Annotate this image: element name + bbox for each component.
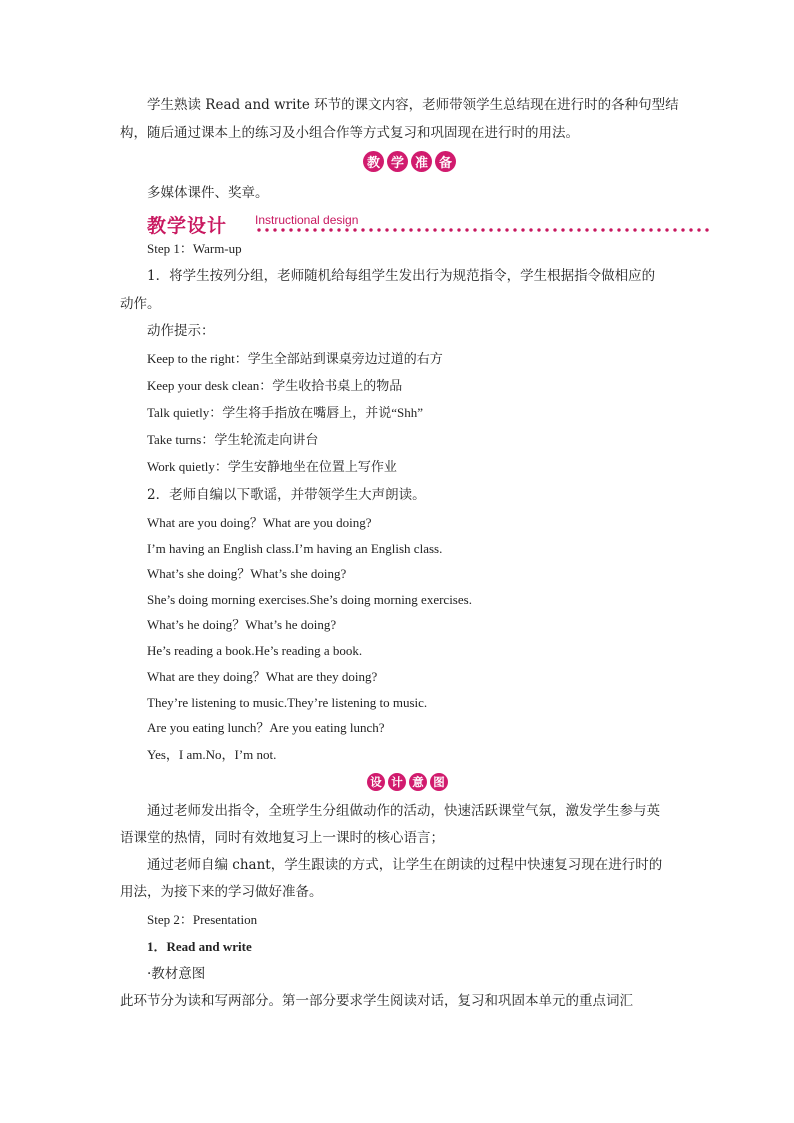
step1-item1-line2: 动作。 — [120, 296, 161, 312]
badge-char: 意 — [409, 773, 427, 791]
material-label: ·教材意图 — [147, 966, 206, 982]
design-p1-line2: 语课堂的热情，同时有效地复习上一课时的核心语言； — [120, 830, 444, 846]
chant-line: Are you eating lunch？Are you eating lunch? — [147, 720, 385, 735]
design-p2-line2: 用法，为接下来的学习做好准备。 — [120, 884, 323, 900]
design-p1-line1: 通过老师发出指令，全班学生分组做动作的活动，快速活跃课堂气氛，激发学生参与英 — [147, 803, 660, 819]
hint-line: Keep to the right：学生全部站到课桌旁边过道的右方 — [147, 351, 443, 366]
chant-line: Yes，I am.No，I’m not. — [147, 747, 277, 762]
prep-text: 多媒体课件、奖章。 — [147, 185, 269, 201]
chant-line: What are they doing？What are they doing? — [147, 669, 378, 684]
hint-line: Keep your desk clean：学生收拾书桌上的物品 — [147, 378, 403, 393]
chant-line: They’re listening to music.They’re listening to music. — [147, 695, 428, 710]
step1-label: Step 1：Warm-up — [147, 241, 242, 256]
badge-char: 学 — [387, 151, 408, 172]
badge-char: 准 — [411, 151, 432, 172]
badge-char: 教 — [363, 151, 384, 172]
badge-char: 备 — [435, 151, 456, 172]
step2-label: Step 2：Presentation — [147, 912, 258, 927]
chant-line: What’s she doing？What’s she doing? — [147, 566, 347, 581]
badge-char: 计 — [388, 773, 406, 791]
badge-char: 设 — [367, 773, 385, 791]
step1-hint-label: 动作提示： — [147, 323, 215, 339]
chant-line: What’s he doing？What’s he doing? — [147, 617, 337, 632]
step1-item1-line1: 1．将学生按列分组，老师随机给每组学生发出行为规范指令，学生根据指令做相应的 — [147, 268, 656, 284]
chant-line: What are you doing？What are you doing? — [147, 515, 372, 530]
material-line1: 此环节分为读和写两部分。第一部分要求学生阅读对话，复习和巩固本单元的重点词汇 — [120, 993, 633, 1009]
intro-line-2: 构，随后通过课本上的练习及小组合作等方式复习和巩固现在进行时的用法。 — [120, 125, 579, 141]
chant-line: He’s reading a book.He’s reading a book. — [147, 643, 363, 658]
section-title: 教学设计 — [147, 215, 228, 237]
hint-line: Work quietly：学生安静地坐在位置上写作业 — [147, 459, 397, 474]
badge-teaching-prep — [363, 151, 456, 172]
design-p2-line1: 通过老师自编 chant，学生跟读的方式，让学生在朗读的过程中快速复习现在进行时的 — [147, 857, 663, 873]
section-dotted-rule — [255, 228, 710, 232]
badge-char: 图 — [430, 773, 448, 791]
section-subtitle: Instructional design — [255, 213, 359, 227]
chant-line: I’m having an English class.I’m having an English class. — [147, 541, 443, 556]
hint-line: Talk quietly：学生将手指放在嘴唇上，并说“Shh” — [147, 405, 424, 420]
intro-line-1: 学生熟读 Read and write 环节的课文内容，老师带领学生总结现在进行时的各种句型结 — [147, 97, 679, 113]
badge-design-intent — [367, 773, 448, 791]
hint-line: Take turns：学生轮流走向讲台 — [147, 432, 319, 447]
chant-line: She’s doing morning exercises.She’s doing morning exercises. — [147, 592, 472, 607]
step1-item2: 2．老师自编以下歌谣，并带领学生大声朗读。 — [147, 487, 426, 503]
step2-sub1: 1．Read and write — [147, 939, 252, 954]
